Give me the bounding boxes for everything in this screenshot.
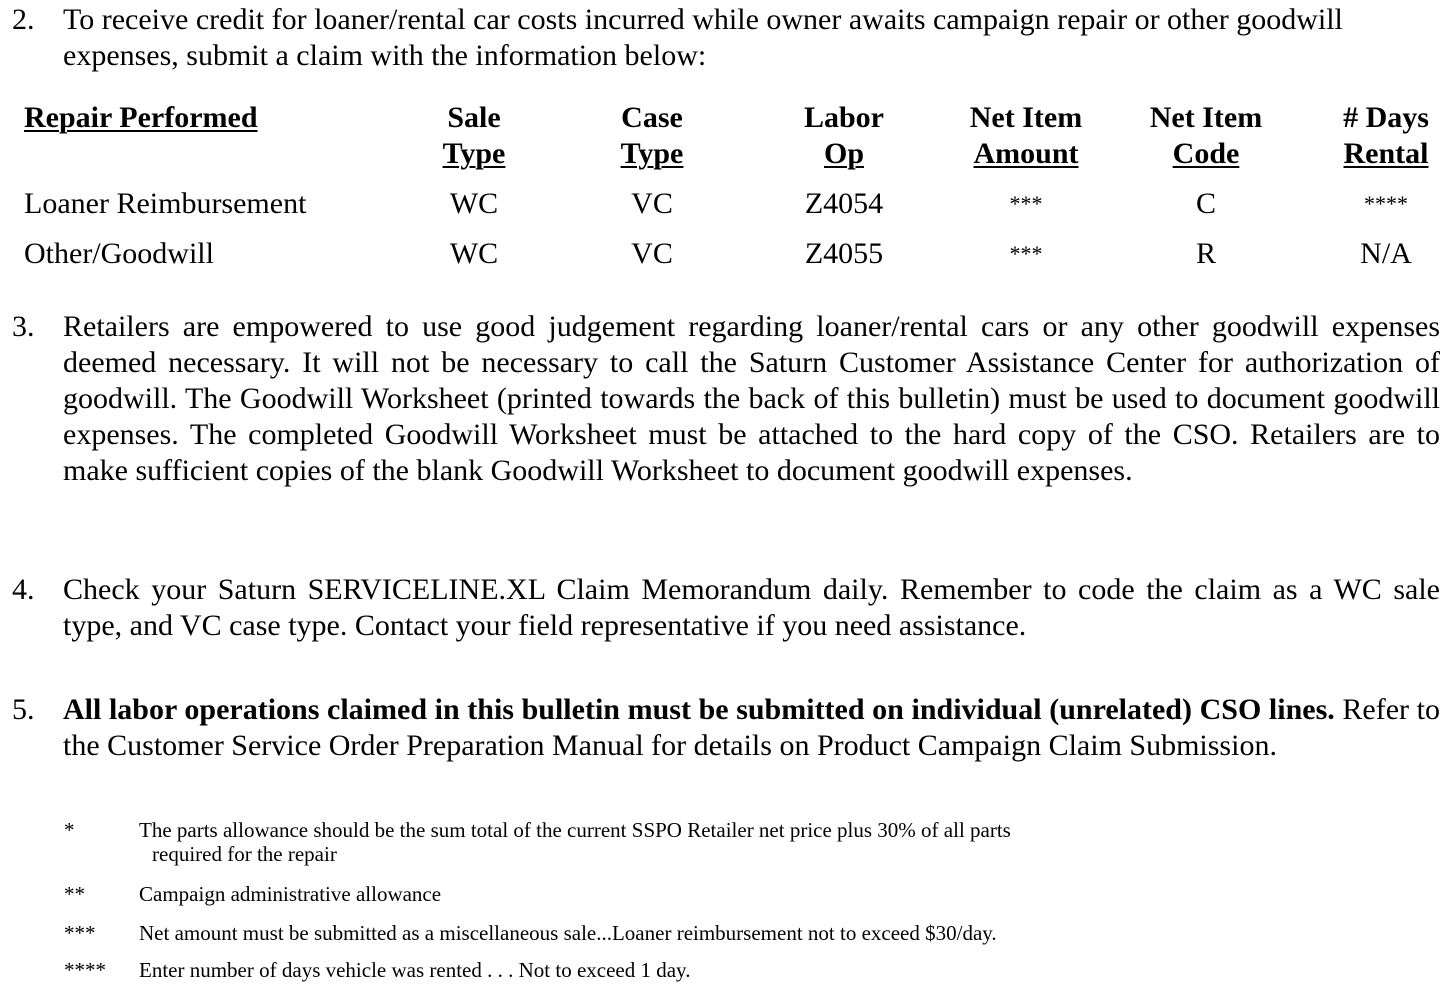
footnote-text-continued: required for the repair: [152, 842, 337, 866]
table-cell-case-type: VC: [631, 187, 673, 220]
table-header-case-type: Case Type: [620, 101, 684, 170]
footnote-mark: **: [64, 882, 85, 906]
table-cell-net-code: C: [1195, 187, 1216, 220]
table-cell-net-code: R: [1195, 237, 1216, 270]
footnote: [0, 921, 1400, 945]
table-cell-labor-op: Z4054: [804, 187, 884, 220]
list-item-3: [0, 309, 1440, 489]
list-item-2: [0, 2, 1440, 74]
table-cell-case-type: VC: [631, 237, 673, 270]
footnote: [0, 818, 1400, 866]
table-cell-sale-type: WC: [449, 187, 499, 220]
item-text: Retailers are empowered to use good judgement regarding loaner/rental cars or any other goodwill expenses deemed necessary. It will not be necessary to call the Saturn Customer Assistance Center for authorization of goodwill. The Goodwill Worksheet (printed towards the back of this bulletin) must be used to document goodwill expenses. The completed Goodwill Worksheet must be attached to the hard copy of the CSO. Retailers are to make sufficient copies of the blank Goodwill Worksheet to document goodwill expenses.: [63, 310, 1440, 487]
table-cell-repair: Loaner Reimbursement: [24, 187, 307, 220]
table-cell-net-amount: ***: [1009, 191, 1043, 216]
table-cell-days-rental: ****: [1364, 191, 1408, 216]
footnote-mark: ****: [64, 958, 106, 982]
item-text: Check your Saturn SERVICELINE.XL Claim Memorandum daily. Remember to code the claim as a WC sale type, and VC case type. Contact your field representative if you need assistance.: [63, 573, 1440, 642]
table-cell-repair: Other/Goodwill: [24, 237, 214, 270]
table-header-labor-op: Labor Op: [803, 101, 884, 170]
table-cell-days-rental: N/A: [1360, 237, 1412, 270]
footnote-mark: ***: [64, 921, 96, 945]
item-number: 4.: [12, 573, 35, 606]
footnote-text: Net amount must be submitted as a miscellaneous sale...Loaner reimbursement not to exceed $30/day.: [139, 921, 997, 945]
item-text: To receive credit for loaner/rental car costs incurred while owner awaits campaign repair or other goodwill expenses, submit a claim with the information below:: [63, 3, 1343, 72]
table-header-days-rental: # Days Rental: [1343, 101, 1429, 170]
table-header-repair-performed: Repair Performed: [24, 101, 258, 134]
item-number: 5.: [12, 693, 35, 726]
footnote-text: Campaign administrative allowance: [139, 882, 442, 906]
item-text: [63, 692, 1440, 764]
table-header-net-item-code: Net Item Code: [1149, 101, 1263, 170]
table-header-net-item-amount: Net Item Amount: [969, 101, 1083, 170]
item-bold-text: All labor operations claimed in this bulletin must be submitted on individual (unrelated) CSO lines.: [63, 693, 1335, 726]
footnote-text: Enter number of days vehicle was rented . . . Not to exceed 1 day.: [139, 958, 691, 982]
list-item-5: [0, 692, 1440, 764]
footnote: [0, 882, 1400, 906]
footnote: [0, 958, 1400, 982]
table-cell-labor-op: Z4055: [804, 237, 884, 270]
table-cell-sale-type: WC: [449, 237, 499, 270]
item-number: 2.: [12, 3, 35, 36]
item-plain-text: Refer to the Customer Service Order Preparation Manual for details on Product Campaign Claim Submission.: [63, 693, 1440, 762]
table-header-sale-type: Sale Type: [442, 101, 506, 170]
list-item-4: [0, 572, 1440, 644]
footnote-text: The parts allowance should be the sum total of the current SSPO Retailer net price plus 30% of all parts: [139, 818, 1011, 842]
footnote-mark: *: [64, 818, 75, 842]
table-cell-net-amount: ***: [1009, 241, 1043, 266]
item-number: 3.: [12, 310, 35, 343]
